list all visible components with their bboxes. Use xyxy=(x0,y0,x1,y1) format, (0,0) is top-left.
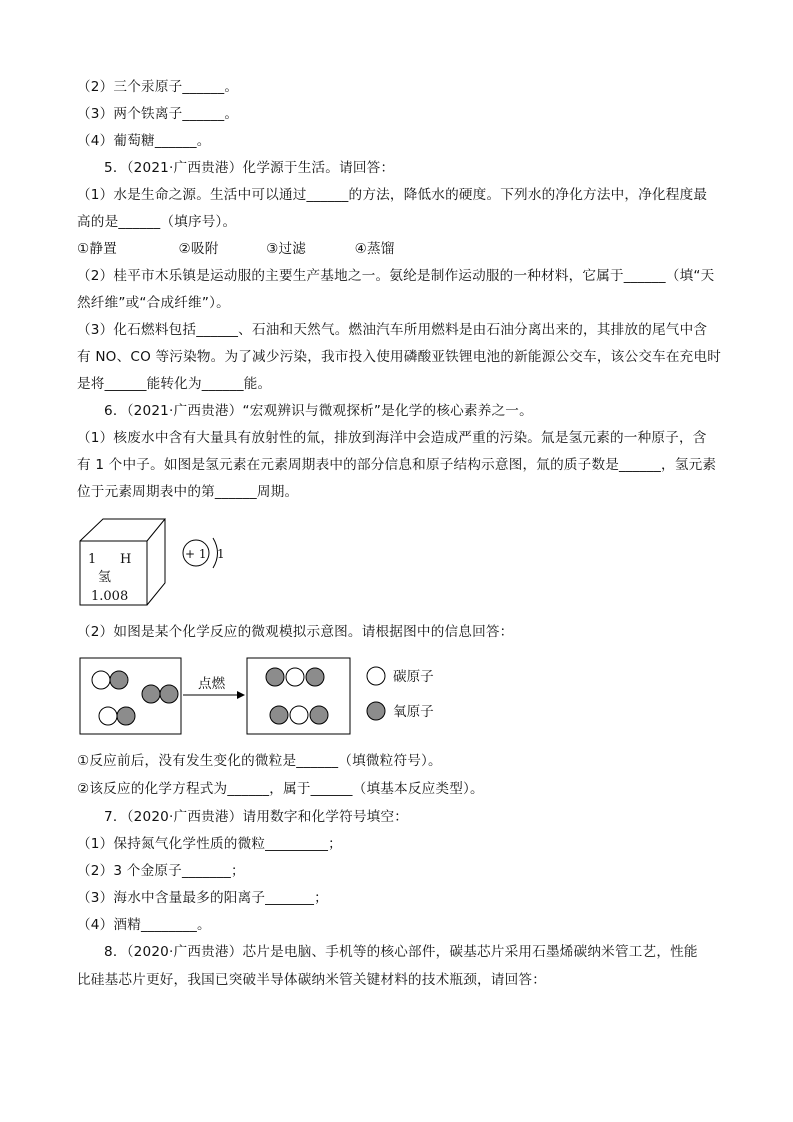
legend-oxygen-swatch xyxy=(367,702,385,720)
product-molecules xyxy=(266,668,328,724)
question-5-title: 5．（2021·广西贵港）化学源于生活。请回答： xyxy=(104,160,395,176)
question-8-title: 8．（2020·广西贵港）芯片是电脑、手机等的核心部件，碳基芯片采用石墨烯碳纳米管工艺，性能 xyxy=(104,944,698,960)
legend-carbon-swatch xyxy=(367,667,385,685)
oxygen-atom xyxy=(160,685,178,703)
line: 然纤维”或“合成纤维”）。 xyxy=(77,295,230,311)
line: 是将______能转化为______能。 xyxy=(77,376,272,392)
carbon-atom xyxy=(290,706,308,724)
carbon-atom xyxy=(286,668,304,686)
hydrogen-element-figure xyxy=(74,516,244,612)
legend-carbon-label: 碳原子 xyxy=(393,669,434,685)
electron-count: 1 xyxy=(217,547,225,561)
reaction-condition: 点燃 xyxy=(198,676,226,692)
atom-structure-diagram xyxy=(183,538,225,568)
oxygen-atom xyxy=(270,706,288,724)
element-name: 氢 xyxy=(98,570,112,585)
reaction-diagram xyxy=(70,654,470,740)
arrow-head xyxy=(237,691,245,699)
oxygen-atom xyxy=(117,707,135,725)
oxygen-atom xyxy=(142,685,160,703)
element-mass: 1.008 xyxy=(91,589,129,604)
option-4: ④蒸馏 xyxy=(354,241,395,257)
option-3: ③过滤 xyxy=(266,241,307,257)
purification-options xyxy=(77,240,395,258)
element-symbol: H xyxy=(120,552,132,567)
line: （3）两个铁离子______。 xyxy=(77,106,239,122)
line: 比硅基芯片更好，我国已突破半导体碳纳米管关键材料的技术瓶颈，请回答： xyxy=(77,972,546,988)
option-1: ①静置 xyxy=(77,241,117,257)
line: ①反应前后，没有发生变化的微粒是______（填微粒符号）。 xyxy=(77,753,442,769)
reactant-molecules xyxy=(92,671,178,725)
line: （2）如图是某个化学反应的微观模拟示意图。请根据图中的信息回答： xyxy=(77,624,514,640)
line: （2）3 个金原子_______； xyxy=(77,863,245,879)
element-number: 1 xyxy=(88,552,97,567)
oxygen-atom xyxy=(306,668,324,686)
line: （1）核废水中含有大量具有放射性的氚，排放到海洋中会造成严重的污染。氚是氢元素的一种原子，含 xyxy=(77,430,707,446)
line: （2）三个汞原子______。 xyxy=(77,79,239,95)
line: 有 NO、CO 等污染物。为了减少污染，我市投入使用磷酸亚铁锂电池的新能源公交车，该公交车在充电时 xyxy=(77,349,722,365)
question-6-title: 6．（2021·广西贵港）“宏观辨识与微观探析”是化学的核心素养之一。 xyxy=(104,403,533,419)
line: 有 1 个中子。如图是氢元素在元素周期表中的部分信息和原子结构示意图，氚的质子数是______，氢元素 xyxy=(77,457,717,473)
carbon-atom xyxy=(99,707,117,725)
line: （2）桂平市木乐镇是运动服的主要生产基地之一。氨纶是制作运动服的一种材料，它属于______（填“天 xyxy=(77,268,715,284)
oxygen-atom xyxy=(110,671,128,689)
line: （4）葡萄糖______。 xyxy=(77,133,211,149)
line: 位于元素周期表中的第______周期。 xyxy=(77,484,299,500)
oxygen-atom xyxy=(310,706,328,724)
line: （1）保持氮气化学性质的微粒_________； xyxy=(77,836,342,852)
nucleus-charge: + 1 xyxy=(185,547,207,561)
line: （3）化石燃料包括______、石油和天然气。燃油汽车所用燃料是由石油分离出来的，其排放的尾气中含 xyxy=(77,322,708,338)
line: 高的是______（填序号）。 xyxy=(77,214,237,230)
oxygen-atom xyxy=(266,668,284,686)
carbon-atom xyxy=(92,671,110,689)
line: （3）海水中含量最多的阳离子_______； xyxy=(77,890,328,906)
option-2: ②吸附 xyxy=(178,241,219,257)
legend-oxygen-label: 氧原子 xyxy=(393,704,434,720)
line: ②该反应的化学方程式为______，属于______（填基本反应类型）。 xyxy=(77,781,484,797)
line: （4）酒精________。 xyxy=(77,917,211,933)
question-7-title: 7．（2020·广西贵港）请用数字和化学符号填空： xyxy=(104,809,409,825)
line: （1）水是生命之源。生活中可以通过______的方法，降低水的硬度。下列水的净化方法中，净化程度最 xyxy=(77,187,708,203)
